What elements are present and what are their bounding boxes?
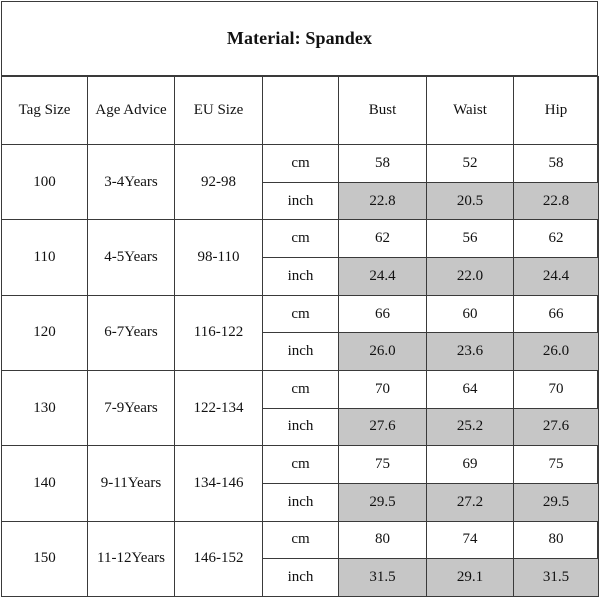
tag-size-cell: 150 xyxy=(2,521,88,596)
waist-cm-cell: 56 xyxy=(427,220,514,258)
hip-inch-cell: 31.5 xyxy=(514,559,599,597)
waist-cm-cell: 64 xyxy=(427,371,514,409)
eu-size-cell: 92-98 xyxy=(175,145,263,220)
bust-inch-cell: 24.4 xyxy=(339,258,427,296)
unit-cm-cell: cm xyxy=(263,295,339,333)
unit-inch-cell: inch xyxy=(263,182,339,220)
bust-inch-cell: 22.8 xyxy=(339,182,427,220)
bust-inch-cell: 29.5 xyxy=(339,483,427,521)
hip-inch-cell: 22.8 xyxy=(514,182,599,220)
age-advice-cell: 4-5Years xyxy=(88,220,175,295)
hip-inch-cell: 24.4 xyxy=(514,258,599,296)
waist-cm-cell: 69 xyxy=(427,446,514,484)
header-unit xyxy=(263,77,339,145)
eu-size-cell: 134-146 xyxy=(175,446,263,521)
hip-cm-cell: 70 xyxy=(514,371,599,409)
waist-cm-cell: 52 xyxy=(427,145,514,183)
bust-cm-cell: 58 xyxy=(339,145,427,183)
header-waist: Waist xyxy=(427,77,514,145)
age-advice-cell: 11-12Years xyxy=(88,521,175,596)
hip-inch-cell: 29.5 xyxy=(514,483,599,521)
table-row xyxy=(2,220,599,258)
table-row xyxy=(2,446,599,484)
eu-size-cell: 146-152 xyxy=(175,521,263,596)
waist-cm-cell: 74 xyxy=(427,521,514,559)
header-bust: Bust xyxy=(339,77,427,145)
table-row xyxy=(2,371,599,409)
table-row xyxy=(2,521,599,559)
bust-cm-cell: 62 xyxy=(339,220,427,258)
unit-inch-cell: inch xyxy=(263,258,339,296)
tag-size-cell: 140 xyxy=(2,446,88,521)
bust-cm-cell: 80 xyxy=(339,521,427,559)
hip-inch-cell: 26.0 xyxy=(514,333,599,371)
tag-size-cell: 110 xyxy=(2,220,88,295)
waist-inch-cell: 27.2 xyxy=(427,483,514,521)
waist-inch-cell: 25.2 xyxy=(427,408,514,446)
unit-cm-cell: cm xyxy=(263,371,339,409)
tag-size-cell: 130 xyxy=(2,371,88,446)
waist-inch-cell: 22.0 xyxy=(427,258,514,296)
header-age-advice: Age Advice xyxy=(88,77,175,145)
bust-inch-cell: 27.6 xyxy=(339,408,427,446)
age-advice-cell: 9-11Years xyxy=(88,446,175,521)
table-row xyxy=(2,145,599,183)
hip-cm-cell: 62 xyxy=(514,220,599,258)
header-eu-size: EU Size xyxy=(175,77,263,145)
eu-size-cell: 98-110 xyxy=(175,220,263,295)
unit-inch-cell: inch xyxy=(263,559,339,597)
unit-inch-cell: inch xyxy=(263,483,339,521)
waist-cm-cell: 60 xyxy=(427,295,514,333)
hip-cm-cell: 75 xyxy=(514,446,599,484)
unit-cm-cell: cm xyxy=(263,220,339,258)
size-table xyxy=(1,76,599,597)
hip-cm-cell: 80 xyxy=(514,521,599,559)
unit-cm-cell: cm xyxy=(263,521,339,559)
bust-inch-cell: 26.0 xyxy=(339,333,427,371)
table-row xyxy=(2,295,599,333)
unit-cm-cell: cm xyxy=(263,446,339,484)
tag-size-cell: 100 xyxy=(2,145,88,220)
eu-size-cell: 116-122 xyxy=(175,295,263,370)
waist-inch-cell: 20.5 xyxy=(427,182,514,220)
bust-cm-cell: 70 xyxy=(339,371,427,409)
tag-size-cell: 120 xyxy=(2,295,88,370)
waist-inch-cell: 29.1 xyxy=(427,559,514,597)
age-advice-cell: 3-4Years xyxy=(88,145,175,220)
bust-cm-cell: 66 xyxy=(339,295,427,333)
eu-size-cell: 122-134 xyxy=(175,371,263,446)
age-advice-cell: 6-7Years xyxy=(88,295,175,370)
hip-inch-cell: 27.6 xyxy=(514,408,599,446)
hip-cm-cell: 58 xyxy=(514,145,599,183)
waist-inch-cell: 23.6 xyxy=(427,333,514,371)
header-tag-size: Tag Size xyxy=(2,77,88,145)
bust-inch-cell: 31.5 xyxy=(339,559,427,597)
bust-cm-cell: 75 xyxy=(339,446,427,484)
unit-inch-cell: inch xyxy=(263,408,339,446)
unit-cm-cell: cm xyxy=(263,145,339,183)
table-body xyxy=(2,145,599,597)
title-bar xyxy=(1,1,598,76)
header-hip: Hip xyxy=(514,77,599,145)
unit-inch-cell: inch xyxy=(263,333,339,371)
hip-cm-cell: 66 xyxy=(514,295,599,333)
page-title: Material: Spandex xyxy=(226,27,373,48)
age-advice-cell: 7-9Years xyxy=(88,371,175,446)
header-row xyxy=(2,77,599,145)
